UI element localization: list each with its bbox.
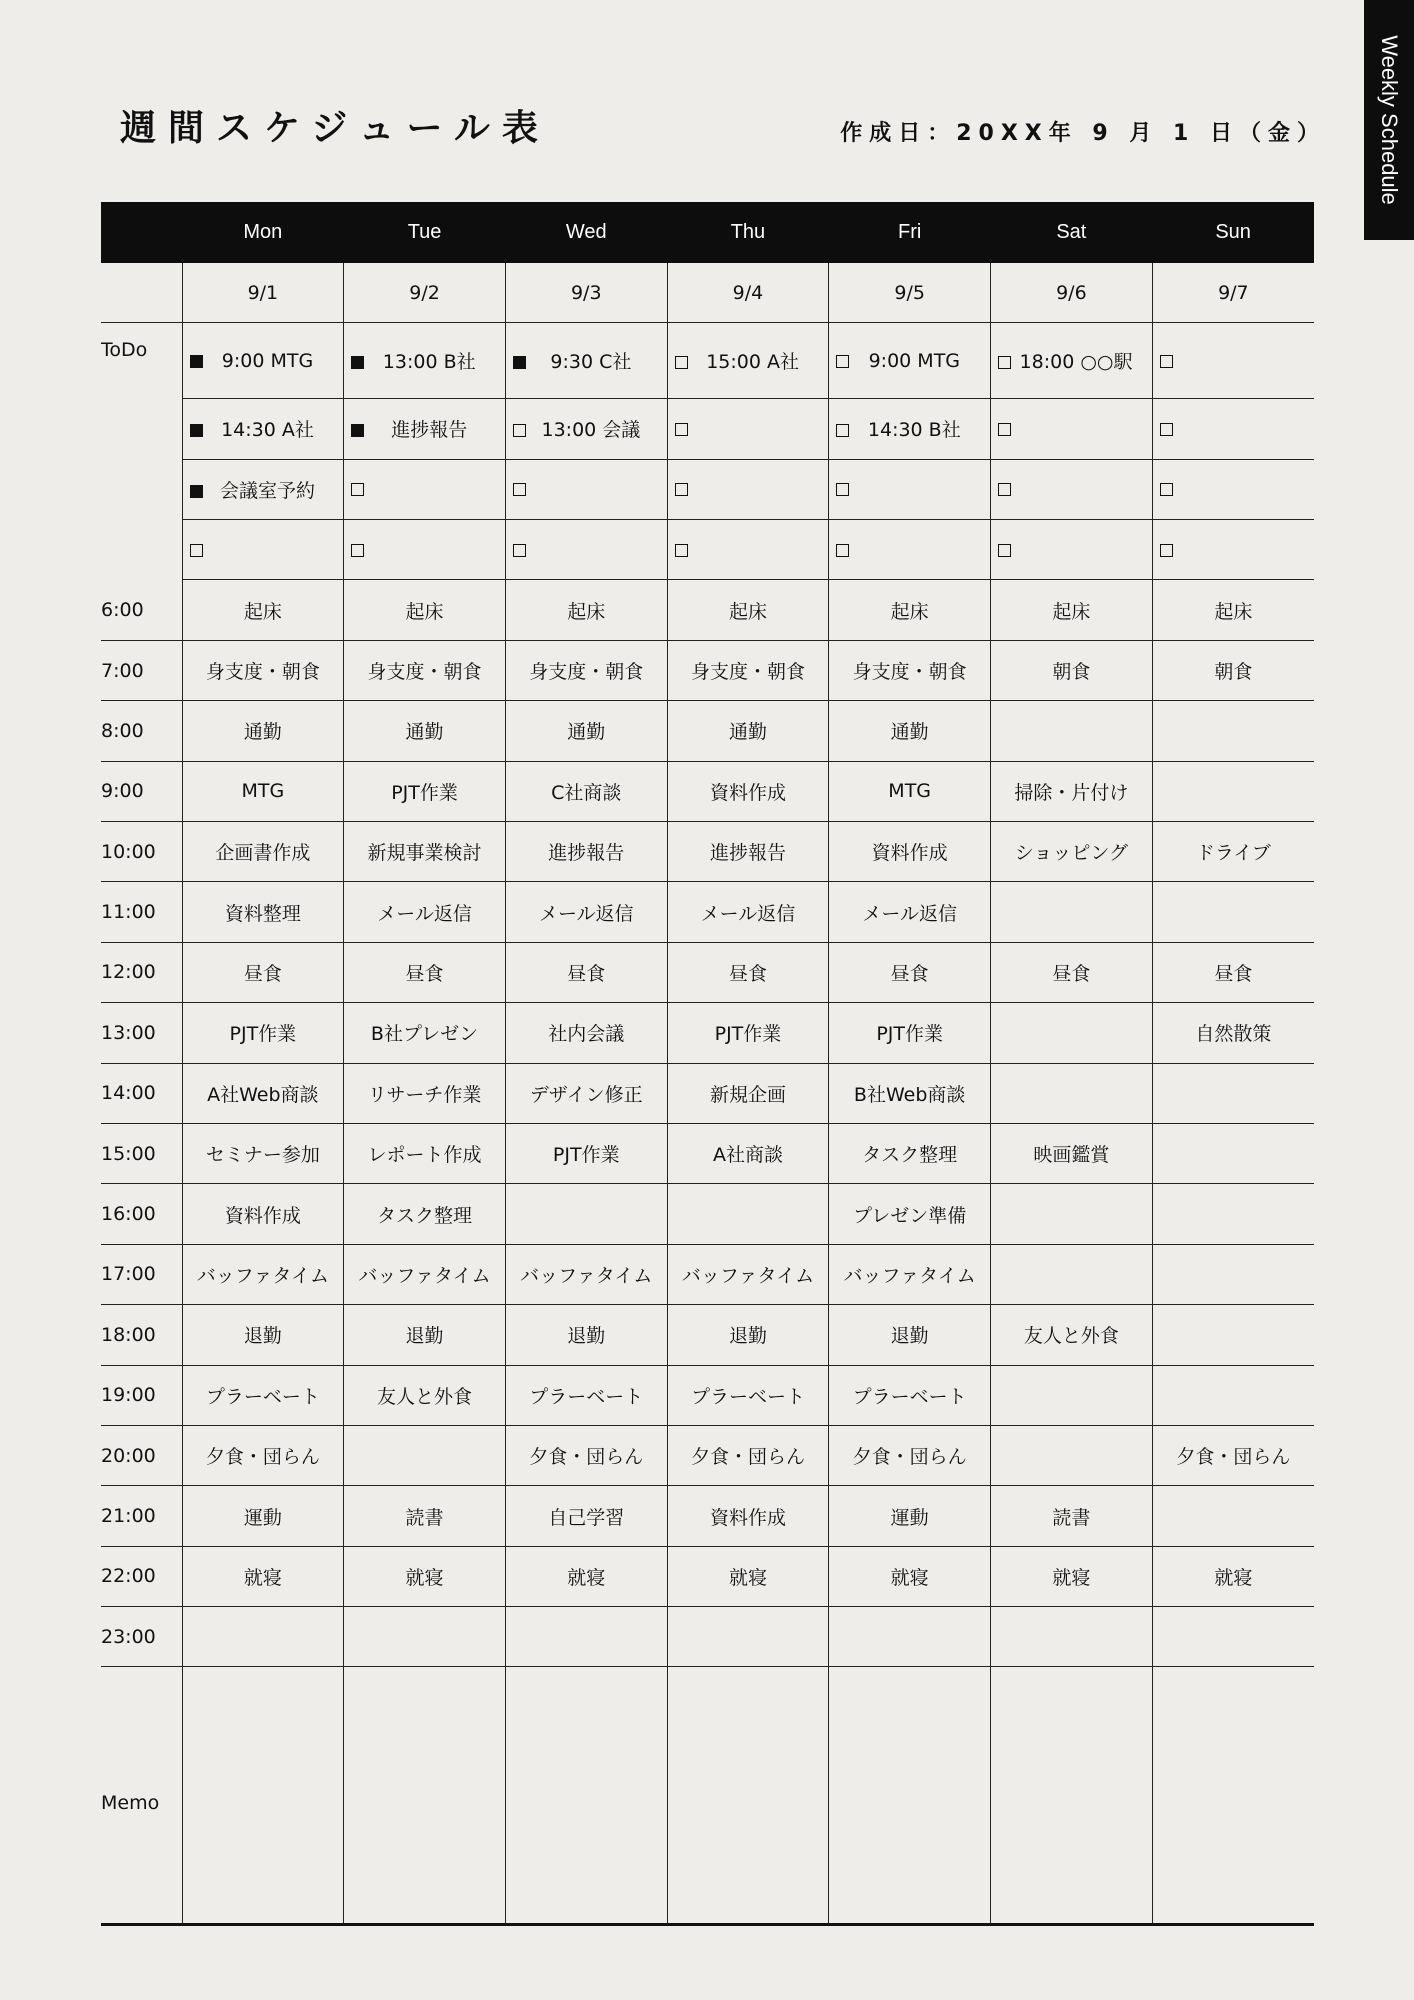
header-corner xyxy=(101,202,182,263)
schedule-cell xyxy=(991,1063,1153,1123)
todo-item[interactable] xyxy=(1152,399,1314,459)
schedule-cell xyxy=(505,1184,667,1244)
schedule-cell: A社Web商談 xyxy=(182,1063,344,1123)
time-row xyxy=(101,1063,1314,1123)
schedule-grid xyxy=(101,202,1314,1926)
unchecked-box-icon[interactable] xyxy=(1160,423,1173,436)
time-label: 6:00 xyxy=(101,580,182,640)
unchecked-box-icon[interactable] xyxy=(675,544,688,557)
schedule-cell: PJT作業 xyxy=(505,1123,667,1183)
schedule-cell: 新規企画 xyxy=(667,1063,829,1123)
time-label: 12:00 xyxy=(101,942,182,1002)
todo-item[interactable] xyxy=(991,323,1153,399)
schedule-cell xyxy=(1152,1305,1314,1365)
todo-item[interactable] xyxy=(182,399,344,459)
schedule-cell: 資料作成 xyxy=(667,761,829,821)
unchecked-box-icon[interactable] xyxy=(513,544,526,557)
schedule-cell: 昼食 xyxy=(1152,942,1314,1002)
schedule-cell: メール返信 xyxy=(505,882,667,942)
schedule-cell: ショッピング xyxy=(991,822,1153,882)
schedule-cell: 通勤 xyxy=(344,701,506,761)
schedule-cell xyxy=(1152,1365,1314,1425)
todo-item[interactable] xyxy=(829,399,991,459)
time-label: 10:00 xyxy=(101,822,182,882)
schedule-cell: 起床 xyxy=(344,580,506,640)
schedule-cell: 退勤 xyxy=(829,1305,991,1365)
day-name-wed: Wed xyxy=(505,202,667,263)
schedule-cell: 身支度・朝食 xyxy=(829,640,991,700)
checked-box-icon[interactable] xyxy=(351,424,364,437)
memo-cell xyxy=(829,1667,991,1925)
schedule-cell: 昼食 xyxy=(344,942,506,1002)
unchecked-box-icon[interactable] xyxy=(1160,544,1173,557)
schedule-cell xyxy=(1152,761,1314,821)
todo-item[interactable] xyxy=(505,459,667,519)
unchecked-box-icon[interactable] xyxy=(836,355,849,368)
schedule-cell xyxy=(991,1184,1153,1244)
memo-cell xyxy=(505,1667,667,1925)
schedule-cell: B社プレゼン xyxy=(344,1003,506,1063)
todo-item[interactable] xyxy=(829,323,991,399)
schedule-cell: ドライブ xyxy=(1152,822,1314,882)
time-row xyxy=(101,1365,1314,1425)
schedule-cell: バッファタイム xyxy=(344,1244,506,1304)
time-label: 18:00 xyxy=(101,1305,182,1365)
schedule-cell: 昼食 xyxy=(829,942,991,1002)
schedule-cell: 就寝 xyxy=(667,1546,829,1606)
todo-row xyxy=(101,520,1314,580)
schedule-cell: メール返信 xyxy=(829,882,991,942)
todo-item[interactable] xyxy=(991,459,1153,519)
schedule-cell: 朝食 xyxy=(1152,640,1314,700)
schedule-cell xyxy=(1152,1607,1314,1667)
checked-box-icon[interactable] xyxy=(190,355,203,368)
schedule-cell: 身支度・朝食 xyxy=(667,640,829,700)
checked-box-icon[interactable] xyxy=(513,356,526,369)
schedule-cell: プラーベート xyxy=(505,1365,667,1425)
schedule-cell: 夕食・団らん xyxy=(667,1425,829,1485)
todo-label-cell xyxy=(101,459,182,519)
schedule-cell: B社Web商談 xyxy=(829,1063,991,1123)
schedule-cell: 夕食・団らん xyxy=(1152,1425,1314,1485)
schedule-cell: PJT作業 xyxy=(182,1003,344,1063)
date-cell: 9/3 xyxy=(505,263,667,323)
schedule-cell xyxy=(1152,1063,1314,1123)
todo-text: 9:30 C社 xyxy=(550,351,632,374)
day-name-sat: Sat xyxy=(991,202,1153,263)
schedule-cell: 掃除・片付け xyxy=(991,761,1153,821)
time-label: 11:00 xyxy=(101,882,182,942)
todo-label-cell xyxy=(101,323,182,399)
schedule-cell: 退勤 xyxy=(344,1305,506,1365)
schedule-cell: リサーチ作業 xyxy=(344,1063,506,1123)
date-cell: 9/5 xyxy=(829,263,991,323)
schedule-cell: 友人と外食 xyxy=(344,1365,506,1425)
time-row xyxy=(101,761,1314,821)
schedule-cell: 就寝 xyxy=(505,1546,667,1606)
todo-item[interactable] xyxy=(667,459,829,519)
schedule-cell: プラーベート xyxy=(182,1365,344,1425)
time-label: 15:00 xyxy=(101,1123,182,1183)
unchecked-box-icon[interactable] xyxy=(836,424,849,437)
time-row xyxy=(101,882,1314,942)
schedule-cell: PJT作業 xyxy=(344,761,506,821)
day-header-row xyxy=(101,202,1314,263)
todo-text: 会議室予約 xyxy=(219,479,315,502)
memo-cell xyxy=(182,1667,344,1925)
time-row xyxy=(101,1003,1314,1063)
todo-label: ToDo xyxy=(101,339,148,362)
todo-item[interactable] xyxy=(344,323,506,399)
todo-item[interactable] xyxy=(505,399,667,459)
schedule-cell xyxy=(1152,1244,1314,1304)
todo-text: 9:00 MTG xyxy=(221,349,314,372)
schedule-cell: 退勤 xyxy=(182,1305,344,1365)
unchecked-box-icon[interactable] xyxy=(836,483,849,496)
unchecked-box-icon[interactable] xyxy=(836,544,849,557)
schedule-table xyxy=(101,202,1314,1926)
schedule-cell: 資料整理 xyxy=(182,882,344,942)
schedule-cell: 起床 xyxy=(829,580,991,640)
schedule-cell: 読書 xyxy=(991,1486,1153,1546)
todo-text: 15:00 A社 xyxy=(706,351,799,374)
schedule-cell: 読書 xyxy=(344,1486,506,1546)
schedule-cell: 夕食・団らん xyxy=(829,1425,991,1485)
todo-item[interactable] xyxy=(1152,459,1314,519)
time-row xyxy=(101,1425,1314,1485)
todo-item[interactable] xyxy=(344,459,506,519)
date-row xyxy=(101,263,1314,323)
todo-text: 進捗報告 xyxy=(391,419,468,442)
schedule-cell: 進捗報告 xyxy=(505,822,667,882)
schedule-cell: 運動 xyxy=(182,1486,344,1546)
schedule-cell: 就寝 xyxy=(829,1546,991,1606)
schedule-cell: 通勤 xyxy=(829,701,991,761)
schedule-cell: C社商談 xyxy=(505,761,667,821)
unchecked-box-icon[interactable] xyxy=(1160,483,1173,496)
unchecked-box-icon[interactable] xyxy=(1160,355,1173,368)
time-row xyxy=(101,942,1314,1002)
todo-row xyxy=(101,459,1314,519)
time-label: 13:00 xyxy=(101,1003,182,1063)
schedule-cell: PJT作業 xyxy=(829,1003,991,1063)
schedule-cell: 進捗報告 xyxy=(667,822,829,882)
todo-row xyxy=(101,399,1314,459)
schedule-cell xyxy=(991,1244,1153,1304)
todo-label-cell xyxy=(101,399,182,459)
todo-item[interactable] xyxy=(667,399,829,459)
schedule-cell xyxy=(182,1607,344,1667)
schedule-cell xyxy=(991,1003,1153,1063)
schedule-cell xyxy=(1152,701,1314,761)
schedule-cell: プレゼン準備 xyxy=(829,1184,991,1244)
todo-label-cell xyxy=(101,520,182,580)
schedule-cell: 資料作成 xyxy=(182,1184,344,1244)
todo-item[interactable] xyxy=(829,459,991,519)
schedule-cell: メール返信 xyxy=(344,882,506,942)
schedule-cell: 就寝 xyxy=(344,1546,506,1606)
todo-item[interactable] xyxy=(1152,520,1314,580)
todo-item[interactable] xyxy=(344,399,506,459)
day-name-tue: Tue xyxy=(344,202,506,263)
schedule-cell: デザイン修正 xyxy=(505,1063,667,1123)
time-label: 21:00 xyxy=(101,1486,182,1546)
memo-cell xyxy=(344,1667,506,1925)
schedule-cell: 昼食 xyxy=(991,942,1153,1002)
schedule-cell: 昼食 xyxy=(667,942,829,1002)
schedule-cell xyxy=(505,1607,667,1667)
date-cell: 9/2 xyxy=(344,263,506,323)
schedule-cell: 新規事業検討 xyxy=(344,822,506,882)
time-row xyxy=(101,1546,1314,1606)
date-row-label xyxy=(101,263,182,323)
schedule-cell: 昼食 xyxy=(182,942,344,1002)
unchecked-box-icon[interactable] xyxy=(675,483,688,496)
todo-row xyxy=(101,323,1314,399)
schedule-cell: 起床 xyxy=(182,580,344,640)
schedule-cell xyxy=(829,1607,991,1667)
unchecked-box-icon[interactable] xyxy=(998,423,1011,436)
unchecked-box-icon[interactable] xyxy=(351,483,364,496)
schedule-cell xyxy=(344,1607,506,1667)
schedule-cell: 退勤 xyxy=(505,1305,667,1365)
schedule-cell: バッファタイム xyxy=(505,1244,667,1304)
schedule-cell: 映画鑑賞 xyxy=(991,1123,1153,1183)
todo-item[interactable] xyxy=(505,520,667,580)
schedule-cell: プラーベート xyxy=(829,1365,991,1425)
schedule-cell: 自然散策 xyxy=(1152,1003,1314,1063)
memo-cell xyxy=(991,1667,1153,1925)
schedule-cell: 通勤 xyxy=(667,701,829,761)
schedule-cell: 企画書作成 xyxy=(182,822,344,882)
time-row xyxy=(101,1607,1314,1667)
schedule-cell: 社内会議 xyxy=(505,1003,667,1063)
schedule-cell: セミナー参加 xyxy=(182,1123,344,1183)
time-label: 9:00 xyxy=(101,761,182,821)
schedule-cell: 資料作成 xyxy=(829,822,991,882)
schedule-cell: 夕食・団らん xyxy=(505,1425,667,1485)
memo-label: Memo xyxy=(101,1667,182,1925)
todo-item[interactable] xyxy=(182,520,344,580)
schedule-cell xyxy=(1152,882,1314,942)
schedule-cell: バッファタイム xyxy=(829,1244,991,1304)
schedule-cell: 朝食 xyxy=(991,640,1153,700)
todo-item[interactable] xyxy=(991,399,1153,459)
todo-text: 14:30 A社 xyxy=(221,419,314,442)
time-row xyxy=(101,640,1314,700)
schedule-cell xyxy=(667,1184,829,1244)
side-tab-label: Weekly Schedule xyxy=(1377,35,1403,205)
time-row xyxy=(101,1184,1314,1244)
todo-item[interactable] xyxy=(344,520,506,580)
unchecked-box-icon[interactable] xyxy=(998,544,1011,557)
schedule-cell: メール返信 xyxy=(667,882,829,942)
schedule-cell: 退勤 xyxy=(667,1305,829,1365)
unchecked-box-icon[interactable] xyxy=(675,356,688,369)
unchecked-box-icon[interactable] xyxy=(675,423,688,436)
todo-text: 18:00 ○○駅 xyxy=(1019,351,1133,374)
todo-text: 9:00 MTG xyxy=(868,349,961,372)
schedule-cell: MTG xyxy=(829,761,991,821)
schedule-cell xyxy=(991,1365,1153,1425)
schedule-cell: 身支度・朝食 xyxy=(344,640,506,700)
schedule-cell xyxy=(991,882,1153,942)
schedule-cell: MTG xyxy=(182,761,344,821)
unchecked-box-icon[interactable] xyxy=(351,544,364,557)
schedule-cell xyxy=(991,701,1153,761)
schedule-cell: 自己学習 xyxy=(505,1486,667,1546)
schedule-cell xyxy=(1152,1184,1314,1244)
schedule-cell: レポート作成 xyxy=(344,1123,506,1183)
time-row xyxy=(101,1486,1314,1546)
todo-item[interactable] xyxy=(667,323,829,399)
memo-cell xyxy=(1152,1667,1314,1925)
todo-item[interactable] xyxy=(667,520,829,580)
schedule-cell xyxy=(991,1425,1153,1485)
unchecked-box-icon[interactable] xyxy=(513,424,526,437)
schedule-cell: 通勤 xyxy=(505,701,667,761)
schedule-cell: 起床 xyxy=(667,580,829,640)
schedule-cell: 就寝 xyxy=(1152,1546,1314,1606)
schedule-cell: プラーベート xyxy=(667,1365,829,1425)
schedule-cell: 就寝 xyxy=(182,1546,344,1606)
unchecked-box-icon[interactable] xyxy=(998,483,1011,496)
time-row xyxy=(101,1123,1314,1183)
todo-item[interactable] xyxy=(991,520,1153,580)
created-date: 作成日：20XX年 9 月 1 日（金） xyxy=(840,121,1326,146)
side-tab xyxy=(1364,0,1414,240)
unchecked-box-icon[interactable] xyxy=(190,544,203,557)
schedule-cell xyxy=(344,1425,506,1485)
todo-item[interactable] xyxy=(182,459,344,519)
schedule-cell: タスク整理 xyxy=(344,1184,506,1244)
schedule-cell: 身支度・朝食 xyxy=(505,640,667,700)
schedule-cell: 夕食・団らん xyxy=(182,1425,344,1485)
schedule-cell: A社商談 xyxy=(667,1123,829,1183)
schedule-cell: 就寝 xyxy=(991,1546,1153,1606)
schedule-cell: PJT作業 xyxy=(667,1003,829,1063)
memo-row xyxy=(101,1667,1314,1925)
schedule-cell xyxy=(1152,1486,1314,1546)
page-title: 週間スケジュール表 xyxy=(120,108,550,149)
day-name-mon: Mon xyxy=(182,202,344,263)
todo-text: 13:00 B社 xyxy=(382,351,476,374)
schedule-cell xyxy=(991,1607,1153,1667)
schedule-cell xyxy=(1152,1123,1314,1183)
todo-text: 14:30 B社 xyxy=(867,419,961,442)
time-row xyxy=(101,1244,1314,1304)
todo-item[interactable] xyxy=(829,520,991,580)
schedule-cell: 運動 xyxy=(829,1486,991,1546)
time-label: 16:00 xyxy=(101,1184,182,1244)
schedule-cell: 通勤 xyxy=(182,701,344,761)
schedule-cell: 起床 xyxy=(1152,580,1314,640)
day-name-sun: Sun xyxy=(1152,202,1314,263)
day-name-fri: Fri xyxy=(829,202,991,263)
time-label: 8:00 xyxy=(101,701,182,761)
schedule-cell xyxy=(667,1607,829,1667)
time-row xyxy=(101,822,1314,882)
schedule-cell: 資料作成 xyxy=(667,1486,829,1546)
checked-box-icon[interactable] xyxy=(190,424,203,437)
date-cell: 9/4 xyxy=(667,263,829,323)
time-label: 14:00 xyxy=(101,1063,182,1123)
time-label: 19:00 xyxy=(101,1365,182,1425)
todo-item[interactable] xyxy=(1152,323,1314,399)
date-cell: 9/6 xyxy=(991,263,1153,323)
schedule-cell: 身支度・朝食 xyxy=(182,640,344,700)
checked-box-icon[interactable] xyxy=(351,356,364,369)
time-row xyxy=(101,580,1314,640)
day-name-thu: Thu xyxy=(667,202,829,263)
time-label: 20:00 xyxy=(101,1425,182,1485)
time-label: 17:00 xyxy=(101,1244,182,1304)
todo-item[interactable] xyxy=(505,323,667,399)
schedule-cell: タスク整理 xyxy=(829,1123,991,1183)
unchecked-box-icon[interactable] xyxy=(513,483,526,496)
checked-box-icon[interactable] xyxy=(190,485,203,498)
time-row xyxy=(101,701,1314,761)
schedule-cell: 昼食 xyxy=(505,942,667,1002)
schedule-cell: 友人と外食 xyxy=(991,1305,1153,1365)
date-cell: 9/7 xyxy=(1152,263,1314,323)
todo-item[interactable] xyxy=(182,323,344,399)
todo-text: 13:00 会議 xyxy=(541,419,641,442)
time-row xyxy=(101,1305,1314,1365)
time-label: 23:00 xyxy=(101,1607,182,1667)
time-label: 7:00 xyxy=(101,640,182,700)
time-label: 22:00 xyxy=(101,1546,182,1606)
date-cell: 9/1 xyxy=(182,263,344,323)
schedule-cell: バッファタイム xyxy=(182,1244,344,1304)
schedule-cell: バッファタイム xyxy=(667,1244,829,1304)
unchecked-box-icon[interactable] xyxy=(998,356,1011,369)
schedule-cell: 起床 xyxy=(505,580,667,640)
schedule-cell: 起床 xyxy=(991,580,1153,640)
memo-cell xyxy=(667,1667,829,1925)
